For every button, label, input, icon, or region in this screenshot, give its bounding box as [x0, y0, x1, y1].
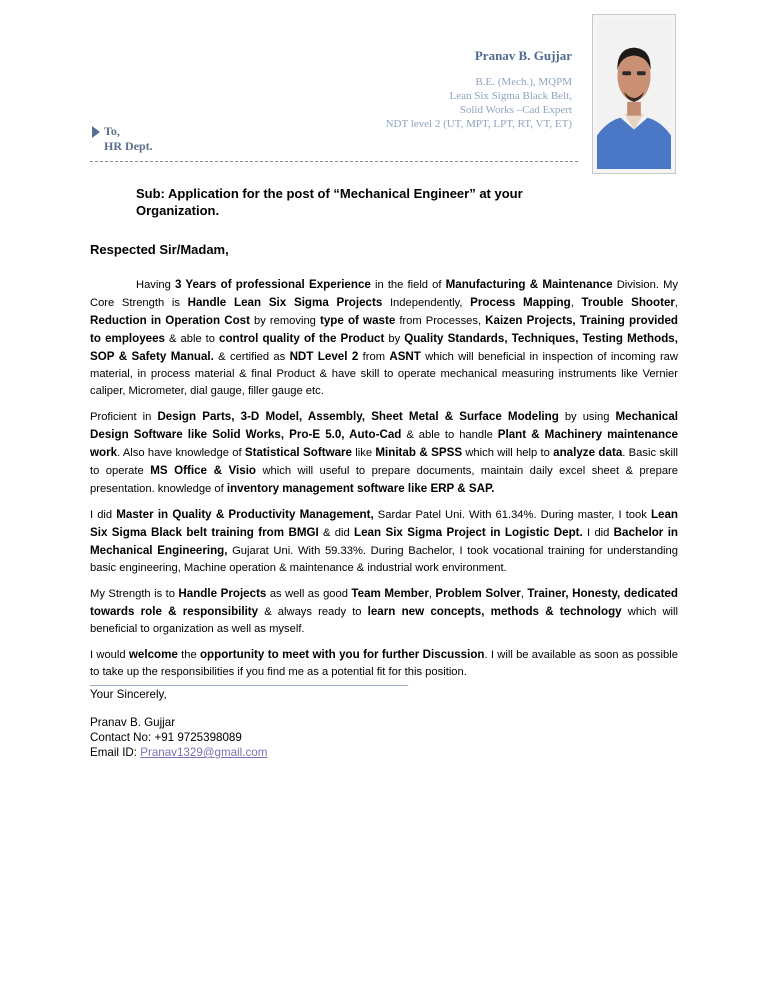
body-text: ,	[428, 588, 436, 600]
emphasis-text: Handle Lean Six Sigma Projects	[187, 296, 383, 309]
body-text: ,	[570, 297, 582, 309]
signature-contact: Contact No: +91 9725398089	[90, 731, 242, 744]
body-text: from	[358, 351, 390, 363]
emphasis-text: Kaizen Projects, Training provided to employees	[90, 314, 679, 345]
body-text: I did	[582, 527, 614, 539]
emphasis-text: Handle Projects	[178, 587, 267, 600]
body-text: & always ready to	[258, 606, 368, 618]
recipient-dept: HR Dept.	[104, 139, 153, 153]
body-text: the	[177, 649, 200, 661]
body-text: ,	[674, 297, 679, 309]
email-link[interactable]: Pranav1329@gmail.com	[140, 746, 268, 759]
body-paragraph	[90, 585, 678, 638]
qualification-line: NDT level 2 (UT, MPT, LPT, RT, VT, ET)	[385, 118, 572, 130]
emphasis-text: MS Office & Visio	[150, 464, 257, 477]
body-text: in the field of	[370, 279, 446, 291]
emphasis-text: Trainer, Honesty, dedicated towards role & responsibility	[90, 587, 678, 618]
body-text: & able to	[165, 333, 220, 345]
emphasis-text: Minitab & SPSS	[375, 446, 463, 459]
email-label: Email ID:	[90, 746, 141, 759]
body-text: I did	[90, 509, 117, 521]
body-text: Sardar Patel Uni. With 61.34%. During master, I took	[373, 509, 651, 521]
emphasis-text: Reduction in Operation Cost	[90, 314, 250, 327]
body-text: Independently,	[382, 297, 471, 309]
body-text: by using	[558, 411, 616, 423]
body-text: which will help to	[462, 447, 554, 459]
qualification-line: Lean Six Sigma Black Belt,	[449, 90, 572, 102]
emphasis-text: ASNT	[389, 350, 421, 363]
emphasis-text: analyze data	[553, 446, 623, 459]
closing: Your Sincerely,	[90, 688, 167, 701]
body-paragraph	[90, 646, 678, 681]
emphasis-text: inventory management software like ERP & SAP.	[226, 482, 495, 495]
emphasis-text: Process Mapping	[470, 296, 571, 309]
portrait-image	[597, 19, 671, 169]
body-text: Having	[136, 279, 175, 291]
signature-name: Pranav B. Gujjar	[90, 716, 176, 729]
body-text: like	[352, 447, 376, 459]
signature-email-row	[90, 745, 267, 760]
letter-body	[90, 276, 678, 689]
body-text: My Strength is to	[90, 588, 179, 600]
emphasis-text: Team Member	[351, 587, 429, 600]
emphasis-text: Manufacturing & Maintenance	[445, 278, 613, 291]
recipient-block	[104, 124, 153, 154]
emphasis-text: 3 Years of professional Experience	[174, 278, 371, 291]
applicant-photo	[592, 14, 676, 174]
body-text: . Basic skill to operate	[90, 447, 678, 477]
body-text: & able to handle	[401, 429, 498, 441]
body-text: by	[384, 333, 405, 345]
qualification-line: Solid Works –Cad Expert	[459, 104, 572, 116]
body-text: Gujarat Uni. With 59.33%. During Bachelor, I took vocational training for understanding basic engineering, Machine operation & maintenance & industrial work environment.	[90, 545, 678, 574]
subject-line: Sub: Application for the post of “Mechanical Engineer” at your Organization.	[136, 186, 523, 218]
emphasis-text: Master in Quality & Productivity Management,	[116, 508, 374, 521]
emphasis-text: Lean Six Sigma Black belt training from BMGI	[90, 508, 678, 539]
body-text: which will useful to prepare documents, maintain daily excel sheet & prepare presentation. knowledge of	[90, 465, 678, 495]
header-divider	[90, 161, 578, 162]
signature-block	[90, 715, 267, 760]
emphasis-text: Statistical Software	[244, 446, 352, 459]
body-text: by removing	[249, 315, 320, 327]
emphasis-text: welcome	[128, 648, 178, 661]
body-text: which will beneficial in inspection of incoming raw material, in process material & final Product & have skill to operate mechanical measuring instruments like Vernier caliper, Micrometer, dial gauge, filler gauge etc.	[90, 351, 678, 397]
body-text: I would	[90, 649, 129, 661]
body-paragraph	[90, 506, 678, 577]
body-text: ,	[520, 588, 528, 600]
body-text: Division. My Core Strength is	[90, 279, 679, 309]
qualifications-block	[386, 75, 572, 131]
emphasis-text: control quality of the Product	[219, 332, 385, 345]
emphasis-text: Problem Solver	[435, 587, 521, 600]
emphasis-text: type of waste	[319, 314, 396, 327]
body-text: . I will be available as soon as possible to take up the responsibilities if you find me as a potential fit for this position.	[90, 649, 678, 678]
emphasis-text: learn new concepts, methods & technology	[367, 605, 622, 618]
recipient-to: To,	[104, 124, 120, 138]
emphasis-text: Design Parts, 3-D Model, Assembly, Sheet Metal & Surface Modeling	[157, 410, 559, 423]
emphasis-text: Mechanical Design Software like Solid Works, Pro-E 5.0, Auto-Cad	[90, 410, 679, 441]
body-paragraph	[90, 408, 678, 498]
body-text: Proficient in	[90, 411, 158, 423]
body-text: . Also have knowledge of	[117, 447, 245, 459]
body-text: from Processes,	[395, 315, 486, 327]
body-text: as well as good	[266, 588, 352, 600]
emphasis-text: Plant & Machinery maintenance work	[90, 428, 678, 459]
body-text: which will beneficial to organization as well as myself.	[90, 606, 678, 635]
qualification-line: B.E. (Mech.), MQPM	[475, 76, 572, 88]
to-bullet-icon	[92, 126, 100, 138]
body-paragraph	[90, 276, 678, 400]
emphasis-text: Lean Six Sigma Project in Logistic Dept.	[354, 526, 583, 539]
emphasis-text: Trouble Shooter	[581, 296, 675, 309]
applicant-name-heading: Pranav B. Gujjar	[474, 48, 572, 63]
body-text: & certified as	[213, 351, 290, 363]
emphasis-text: NDT Level 2	[289, 350, 359, 363]
emphasis-text: opportunity to meet with you for further Discussion	[199, 648, 485, 661]
emphasis-text: Bachelor in Mechanical Engineering,	[90, 526, 678, 557]
emphasis-text: Quality Standards, Techniques, Testing Methods, SOP & Safety Manual.	[90, 332, 678, 363]
body-text: & did	[318, 527, 355, 539]
salutation: Respected Sir/Madam,	[90, 242, 229, 257]
